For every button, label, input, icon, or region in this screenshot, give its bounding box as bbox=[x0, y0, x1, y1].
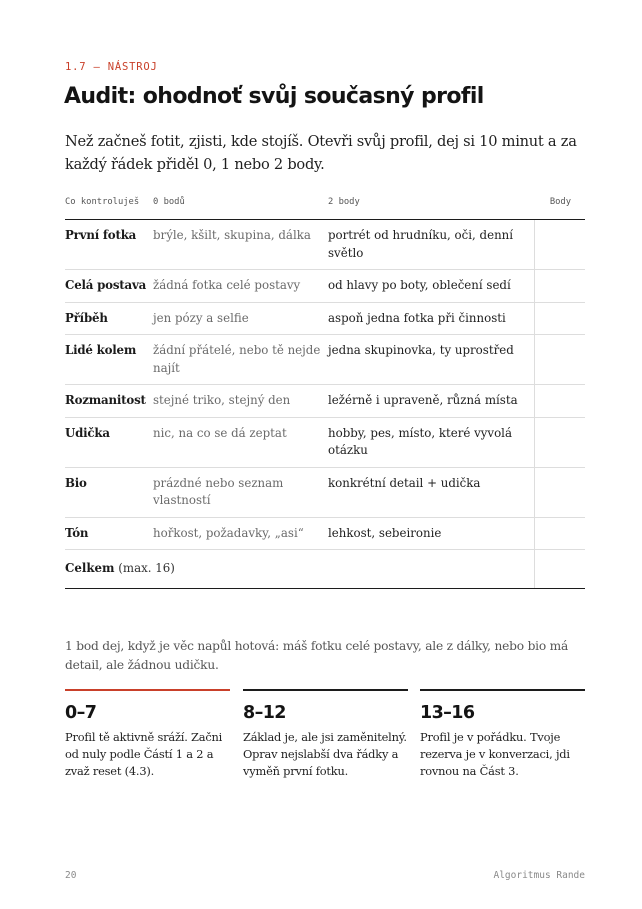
row-label: Lidé kolem bbox=[65, 335, 153, 385]
range-heading: 13–16 bbox=[420, 703, 475, 723]
header-two-points: 2 body bbox=[328, 186, 534, 220]
row-two-criteria: ležérně i upraveně, různá místa bbox=[328, 385, 534, 418]
page-title: Audit: ohodnoť svůj současný profil bbox=[64, 84, 484, 109]
total-label-cell bbox=[65, 550, 534, 589]
table-row bbox=[65, 220, 585, 270]
row-label: Tón bbox=[65, 517, 153, 550]
row-two-criteria: aspoň jedna fotka při činnosti bbox=[328, 302, 534, 335]
section-label: 1.7 — NÁSTROJ bbox=[65, 61, 158, 73]
table-row bbox=[65, 302, 585, 335]
row-zero-criteria: žádní přátelé, nebo tě nejde najít bbox=[153, 335, 328, 385]
score-range-mid bbox=[243, 689, 408, 781]
row-two-criteria: lehkost, sebeironie bbox=[328, 517, 534, 550]
row-zero-criteria: nic, na co se dá zeptat bbox=[153, 417, 328, 467]
table-row bbox=[65, 517, 585, 550]
table-header-row bbox=[65, 186, 585, 220]
row-score-cell[interactable] bbox=[534, 270, 585, 303]
table-row bbox=[65, 270, 585, 303]
table-row bbox=[65, 417, 585, 467]
row-score-cell[interactable] bbox=[534, 385, 585, 418]
row-zero-criteria: žádná fotka celé postavy bbox=[153, 270, 328, 303]
total-row bbox=[65, 550, 585, 589]
row-two-criteria: hobby, pes, místo, které vyvolá otázku bbox=[328, 417, 534, 467]
row-two-criteria: od hlavy po boty, oblečení sedí bbox=[328, 270, 534, 303]
row-score-cell[interactable] bbox=[534, 467, 585, 517]
row-zero-criteria: brýle, kšilt, skupina, dálka bbox=[153, 220, 328, 270]
range-heading: 0–7 bbox=[65, 703, 97, 723]
row-label: Udička bbox=[65, 417, 153, 467]
row-label: Celá postava bbox=[65, 270, 153, 303]
table-row bbox=[65, 385, 585, 418]
row-score-cell[interactable] bbox=[534, 335, 585, 385]
book-title: Algoritmus Rande bbox=[493, 870, 585, 881]
score-range-low bbox=[65, 689, 230, 781]
row-score-cell[interactable] bbox=[534, 517, 585, 550]
row-label: Bio bbox=[65, 467, 153, 517]
header-zero-points: 0 bodů bbox=[153, 186, 328, 220]
row-label: Příběh bbox=[65, 302, 153, 335]
range-heading: 8–12 bbox=[243, 703, 286, 723]
score-range-high bbox=[420, 689, 585, 781]
row-label: První fotka bbox=[65, 220, 153, 270]
row-score-cell[interactable] bbox=[534, 417, 585, 467]
row-score-cell[interactable] bbox=[534, 220, 585, 270]
page-number: 20 bbox=[65, 870, 77, 881]
row-zero-criteria: prázdné nebo seznam vlastností bbox=[153, 467, 328, 517]
total-label: Celkem bbox=[65, 561, 115, 575]
row-zero-criteria: hořkost, požadavky, „asi“ bbox=[153, 517, 328, 550]
range-text: Profil tě aktivně sráží. Začni od nuly podle Částí 1 a 2 a zvaž reset (4.3). bbox=[65, 730, 223, 779]
half-point-note: 1 bod dej, když je věc napůl hotová: máš fotku celé postavy, ale z dálky, nebo bio má detail, ale žádnou udičku. bbox=[65, 639, 569, 672]
row-two-criteria: jedna skupinovka, ty uprostřed bbox=[328, 335, 534, 385]
row-zero-criteria: jen pózy a selfie bbox=[153, 302, 328, 335]
range-text: Profil je v pořádku. Tvoje rezerva je v konverzaci, jdi rovnou na Část 3. bbox=[420, 730, 570, 779]
row-zero-criteria: stejné triko, stejný den bbox=[153, 385, 328, 418]
header-score: Body bbox=[534, 186, 585, 220]
audit-table bbox=[65, 186, 585, 589]
row-two-criteria: konkrétní detail + udička bbox=[328, 467, 534, 517]
row-label: Rozmanitost bbox=[65, 385, 153, 418]
intro-paragraph: Než začneš fotit, zjisti, kde stojíš. Otevři svůj profil, dej si 10 minut a za každý řádek přiděl 0, 1 nebo 2 body. bbox=[65, 133, 577, 173]
header-what: Co kontroluješ bbox=[65, 186, 153, 220]
table-row bbox=[65, 467, 585, 517]
total-score-cell[interactable] bbox=[534, 550, 585, 589]
row-two-criteria: portrét od hrudníku, oči, denní světlo bbox=[328, 220, 534, 270]
table-row bbox=[65, 335, 585, 385]
row-score-cell[interactable] bbox=[534, 302, 585, 335]
range-text: Základ je, ale jsi zaměnitelný. Oprav nejslabší dva řádky a vyměň první fotku. bbox=[243, 730, 407, 779]
total-max-note: (max. 16) bbox=[118, 561, 175, 575]
